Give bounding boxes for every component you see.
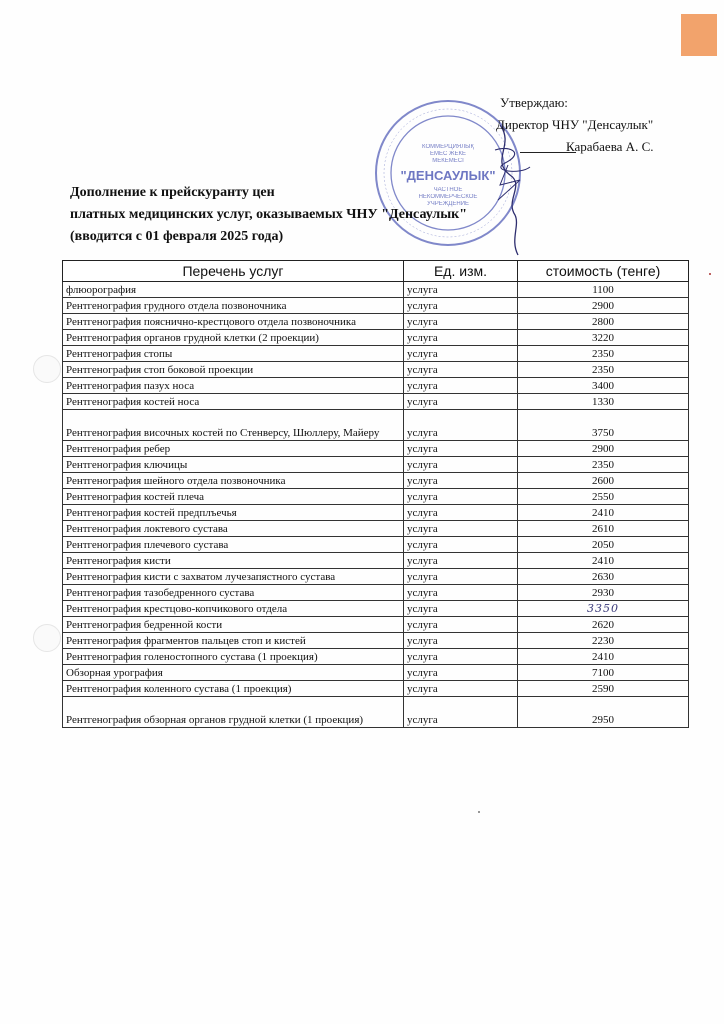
table-row — [63, 282, 689, 298]
punch-hole-top — [33, 355, 61, 383]
cell-price: 2550 — [518, 489, 689, 505]
cell-service: Рентгенография стоп боковой проекции — [63, 362, 404, 378]
cell-price: 2950 — [518, 697, 689, 728]
cell-price: 3400 — [518, 378, 689, 394]
mark-dot — [478, 811, 480, 813]
cell-unit: услуга — [404, 681, 518, 697]
cell-service: Рентгенография локтевого сустава — [63, 521, 404, 537]
table-row — [63, 649, 689, 665]
table-row — [63, 569, 689, 585]
table-header-row — [63, 261, 689, 282]
cell-unit: услуга — [404, 569, 518, 585]
cell-unit: услуга — [404, 394, 518, 410]
table-row — [63, 585, 689, 601]
cell-price: 7100 — [518, 665, 689, 681]
title-line-3: (вводится с 01 февраля 2025 года) — [70, 229, 284, 244]
svg-text:НЕКОММЕРЧЕСКОЕ: НЕКОММЕРЧЕСКОЕ — [418, 194, 478, 200]
cell-service: Рентгенография пазух носа — [63, 378, 404, 394]
cell-price: 2410 — [518, 649, 689, 665]
cell-service: Рентгенография костей носа — [63, 394, 404, 410]
table-row — [63, 410, 689, 441]
cell-price: 1100 — [518, 282, 689, 298]
approval-heading: Утверждаю: — [500, 95, 568, 110]
table-row — [63, 362, 689, 378]
cell-price: 2800 — [518, 314, 689, 330]
cell-service: Рентгенография голеностопного сустава (1 проекция) — [63, 649, 404, 665]
cell-unit: услуга — [404, 330, 518, 346]
cell-service: Рентгенография височных костей по Стенверсу, Шюллеру, Майеру — [63, 410, 404, 441]
table-row — [63, 521, 689, 537]
cell-price: 2350 — [518, 457, 689, 473]
title-line-2: платных медицинских услуг, оказываемых ЧНУ "Денсаулык" — [70, 207, 468, 222]
cell-unit: услуга — [404, 665, 518, 681]
table-row — [63, 553, 689, 569]
table-row — [63, 330, 689, 346]
cell-unit: услуга — [404, 585, 518, 601]
signature-line — [520, 152, 576, 153]
approval-name-text: Карабаева А. С. — [566, 139, 654, 154]
cell-service: Рентгенография шейного отдела позвоночника — [63, 473, 404, 489]
table-row — [63, 473, 689, 489]
cell-unit: услуга — [404, 537, 518, 553]
cell-unit: услуга — [404, 489, 518, 505]
cell-service: Рентгенография крестцово-копчикового отдела — [63, 601, 404, 617]
cell-unit: услуга — [404, 314, 518, 330]
svg-text:"ДЕНСАУЛЫК": "ДЕНСАУЛЫК" — [400, 168, 496, 183]
cell-price: 2900 — [518, 298, 689, 314]
cell-service: Рентгенография ключицы — [63, 457, 404, 473]
price-table — [62, 260, 689, 728]
table-row — [63, 346, 689, 362]
cell-unit: услуга — [404, 346, 518, 362]
header-services: Перечень услуг — [63, 261, 404, 282]
cell-unit: услуга — [404, 457, 518, 473]
corner-color-tab — [681, 14, 717, 56]
cell-service: Рентгенография плечевого сустава — [63, 537, 404, 553]
cell-service: Рентгенография грудного отдела позвоночника — [63, 298, 404, 314]
table-row — [63, 681, 689, 697]
cell-unit: услуга — [404, 633, 518, 649]
cell-unit: услуга — [404, 601, 518, 617]
cell-service: Рентгенография органов грудной клетки (2 проекции) — [63, 330, 404, 346]
cell-price: 3350 — [518, 601, 689, 617]
table-row — [63, 665, 689, 681]
cell-price: 2900 — [518, 441, 689, 457]
cell-price: 1330 — [518, 394, 689, 410]
cell-price: 2410 — [518, 553, 689, 569]
table-row — [63, 617, 689, 633]
approval-position: Директор ЧНУ "Денсаулык" — [496, 117, 654, 132]
table-row — [63, 697, 689, 728]
cell-service: Рентгенография пояснично-крестцового отдела позвоночника — [63, 314, 404, 330]
svg-text:ЕМЕС ЖЕКЕ: ЕМЕС ЖЕКЕ — [429, 151, 467, 157]
cell-unit: услуга — [404, 521, 518, 537]
cell-service: Рентгенография фрагментов пальцев стоп и кистей — [63, 633, 404, 649]
table-row — [63, 537, 689, 553]
cell-unit: услуга — [404, 282, 518, 298]
svg-text:МЕКЕМЕСІ: МЕКЕМЕСІ — [432, 158, 464, 164]
cell-service: Рентгенография обзорная органов грудной клетки (1 проекция) — [63, 697, 404, 728]
cell-unit: услуга — [404, 505, 518, 521]
cell-unit: услуга — [404, 649, 518, 665]
cell-unit: услуга — [404, 617, 518, 633]
cell-service: Рентгенография бедренной кости — [63, 617, 404, 633]
cell-unit: услуга — [404, 362, 518, 378]
svg-text:КОММЕРЦИЯЛЫҚ: КОММЕРЦИЯЛЫҚ — [422, 144, 474, 150]
cell-service: флюорография — [63, 282, 404, 298]
punch-hole-bottom — [33, 624, 61, 652]
table-row — [63, 601, 689, 617]
cell-service: Обзорная урография — [63, 665, 404, 681]
cell-price: 2600 — [518, 473, 689, 489]
cell-price: 2050 — [518, 537, 689, 553]
cell-price: 2350 — [518, 362, 689, 378]
table-row — [63, 457, 689, 473]
cell-price: 2350 — [518, 346, 689, 362]
cell-unit: услуга — [404, 441, 518, 457]
table-row — [63, 298, 689, 314]
cell-service: Рентгенография кисти с захватом лучезапястного сустава — [63, 569, 404, 585]
cell-price: 2630 — [518, 569, 689, 585]
cell-service: Рентгенография кисти — [63, 553, 404, 569]
cell-service: Рентгенография коленного сустава (1 проекция) — [63, 681, 404, 697]
approval-block — [496, 92, 654, 158]
cell-price: 3220 — [518, 330, 689, 346]
table-row — [63, 314, 689, 330]
cell-unit: услуга — [404, 697, 518, 728]
cell-price: 2620 — [518, 617, 689, 633]
table-row — [63, 441, 689, 457]
cell-service: Рентгенография костей плеча — [63, 489, 404, 505]
cell-price: 2610 — [518, 521, 689, 537]
svg-text:ЧАСТНОЕ: ЧАСТНОЕ — [433, 187, 463, 193]
approval-name — [496, 136, 654, 158]
table-row — [63, 378, 689, 394]
cell-price: 2930 — [518, 585, 689, 601]
cell-service: Рентгенография костей предплъечья — [63, 505, 404, 521]
svg-text:УЧРЕЖДЕНИЕ: УЧРЕЖДЕНИЕ — [426, 201, 470, 207]
cell-unit: услуга — [404, 410, 518, 441]
cell-price: 3750 — [518, 410, 689, 441]
mark-dot — [709, 273, 711, 275]
header-unit: Ед. изм. — [404, 261, 518, 282]
table-row — [63, 489, 689, 505]
table-row — [63, 394, 689, 410]
title-line-1: Дополнение к прейскуранту цен — [70, 185, 275, 200]
cell-unit: услуга — [404, 378, 518, 394]
cell-price: 2410 — [518, 505, 689, 521]
cell-unit: услуга — [404, 298, 518, 314]
cell-price: 2230 — [518, 633, 689, 649]
table-row — [63, 505, 689, 521]
cell-service: Рентгенография стопы — [63, 346, 404, 362]
cell-unit: услуга — [404, 553, 518, 569]
cell-unit: услуга — [404, 473, 518, 489]
cell-service: Рентгенография ребер — [63, 441, 404, 457]
cell-price: 2590 — [518, 681, 689, 697]
header-price: стоимость (тенге) — [518, 261, 689, 282]
cell-service: Рентгенография тазобедренного сустава — [63, 585, 404, 601]
table-row — [63, 633, 689, 649]
document-title — [70, 182, 470, 248]
